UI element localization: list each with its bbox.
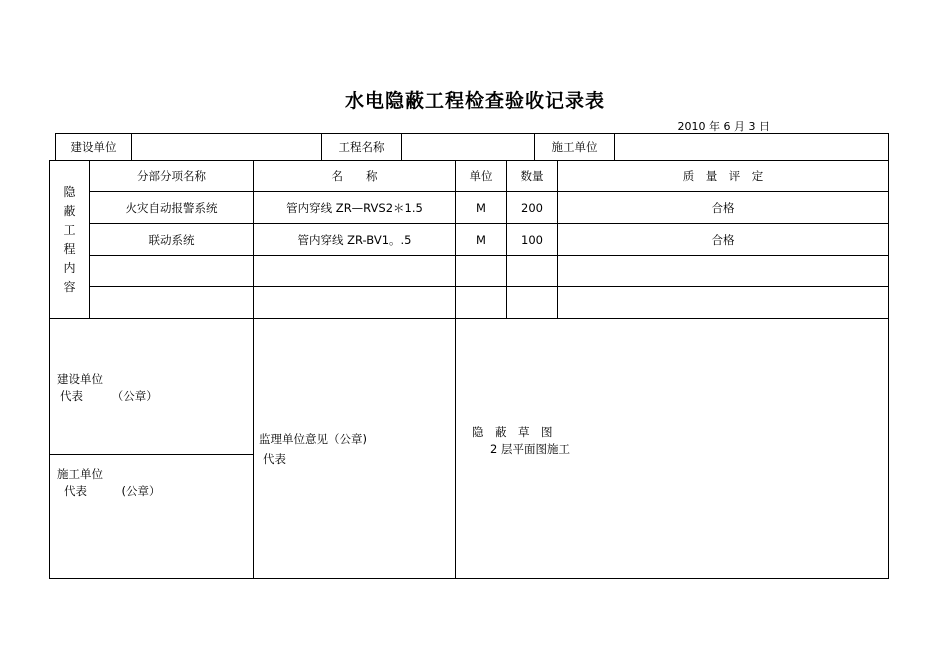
- side-char: 工: [63, 223, 76, 237]
- table-cell: [456, 256, 506, 286]
- supervisor-opinion-label: 监理单位意见（公章): [259, 432, 367, 446]
- column-header: 质 量 评 定: [682, 169, 764, 183]
- concealed-content-side-label: [50, 183, 89, 297]
- supervisor-rep-label: 代表: [263, 452, 286, 466]
- table-cell: [90, 287, 253, 318]
- document-title: 水电隐蔽工程检查验收记录表: [344, 90, 605, 112]
- table-cell: M: [476, 232, 486, 247]
- table-cell: [456, 287, 506, 318]
- rule-content-bottom: [49, 318, 889, 319]
- side-char: 容: [63, 280, 76, 294]
- project-name-label: 工程名称: [338, 140, 385, 154]
- side-char: 隐: [63, 185, 76, 199]
- contractor-unit-label: 施工单位: [57, 467, 103, 481]
- table-cell: [254, 256, 455, 286]
- side-char: 蔽: [63, 204, 76, 218]
- table-cell: [507, 256, 557, 286]
- contractor-rep-line: 代表 (公章）: [64, 484, 161, 498]
- table-cell: [558, 256, 888, 286]
- table-cell: 火灾自动报警系统: [125, 200, 218, 215]
- table-cell: M: [476, 200, 486, 215]
- column-header: 单位: [469, 169, 493, 183]
- table-cell: 合格: [711, 232, 735, 247]
- rule-header-right: [888, 133, 889, 160]
- owner-rep-line: 代表 （公章）: [60, 389, 158, 403]
- concealed-sketch-note: 2 层平面图施工: [490, 442, 570, 456]
- table-cell: [507, 287, 557, 318]
- table-cell: 合格: [711, 200, 735, 215]
- contractor-value: [615, 134, 888, 160]
- table-cell: [254, 287, 455, 318]
- construction-unit-value: [132, 134, 321, 160]
- table-cell: [90, 256, 253, 286]
- owner-unit-label: 建设单位: [57, 372, 103, 386]
- rule-outer-bottom: [49, 578, 889, 579]
- column-header: 分部分项名称: [137, 169, 206, 183]
- construction-unit-label: 建设单位: [70, 140, 117, 154]
- side-char: 程: [63, 242, 76, 256]
- contractor-label: 施工单位: [551, 140, 598, 154]
- column-header: 数量: [520, 169, 544, 183]
- column-header: 名 称: [331, 169, 378, 183]
- concealed-sketch-title: 隐 蔽 草 图: [472, 425, 553, 439]
- table-cell: 联动系统: [148, 232, 195, 247]
- table-cell: 管内穿线 ZR-BV1。.5: [297, 232, 412, 247]
- project-name-value: [402, 134, 534, 160]
- table-cell: 200: [521, 200, 543, 215]
- rule-signature-split: [49, 454, 253, 455]
- table-cell: 100: [521, 232, 543, 247]
- table-cell: 管内穿线 ZR—RVS2＊1.5: [286, 200, 423, 215]
- table-cell: [558, 287, 888, 318]
- document-date: 2010 年 6 月 3 日: [677, 120, 770, 133]
- side-char: 内: [63, 261, 76, 275]
